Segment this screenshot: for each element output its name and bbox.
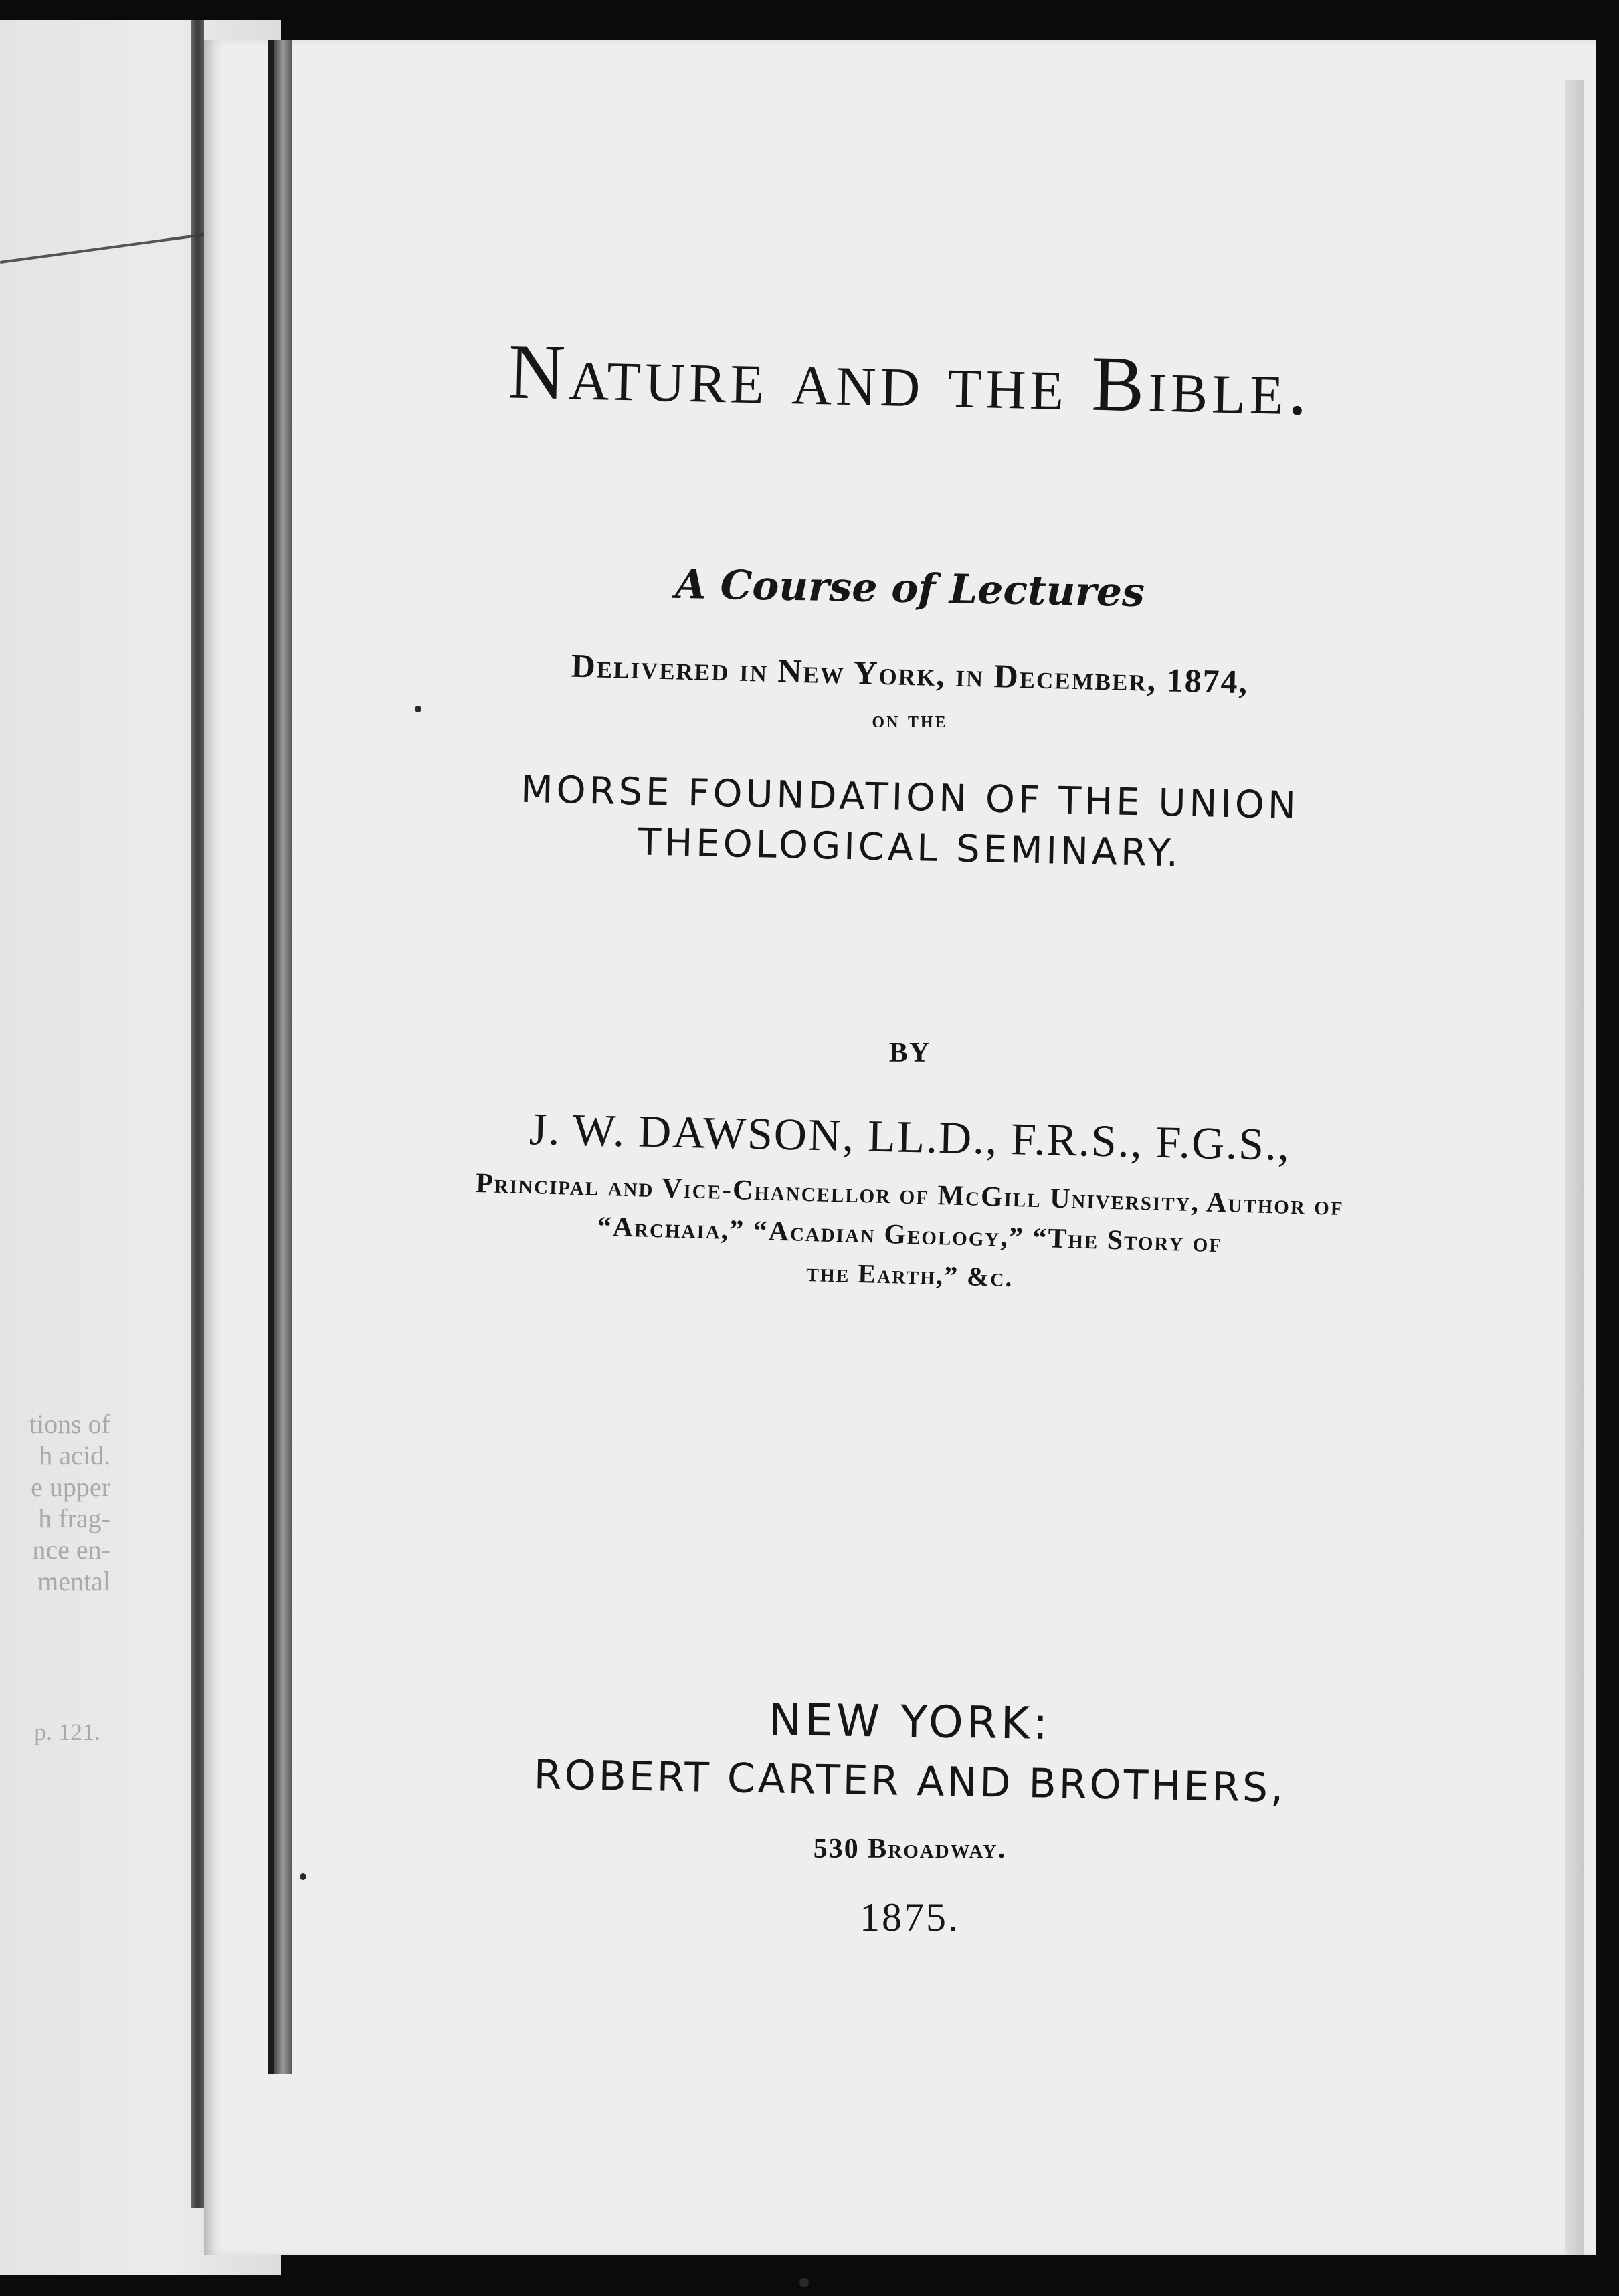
foundation-line-2: THEOLOGICAL SEMINARY. — [638, 820, 1182, 876]
author-credentials-line-2: “Archaia,” “Acadian Geology,” “The Story of — [597, 1211, 1223, 1259]
publisher-address: 530 Broadway. — [813, 1834, 1007, 1864]
author-credentials-line-1: Principal and Vice-Chancellor of McGill University, Author of — [475, 1168, 1345, 1222]
binding-gutter — [268, 40, 274, 2074]
fragment-line: h acid. — [39, 1440, 110, 1470]
fragment-line: nce en- — [32, 1535, 110, 1565]
fragment-line: mental — [37, 1566, 110, 1596]
page-edge — [1565, 80, 1584, 2255]
author-name: J. W. DAWSON, LL.D., F.R.S., F.G.S., — [529, 1103, 1291, 1170]
fragment-line: tions of — [29, 1409, 110, 1439]
delivery-note: Delivered in New York, in December, 1874, — [571, 646, 1249, 701]
paper-speck — [415, 706, 421, 712]
publication-city: NEW YORK: — [768, 1694, 1052, 1749]
foundation-line-1: MORSE FOUNDATION OF THE UNION — [520, 767, 1300, 828]
author-credentials-line-3: the Earth,” &c. — [805, 1256, 1014, 1293]
publisher-name: ROBERT CARTER AND BROTHERS, — [533, 1751, 1287, 1812]
left-page-reference: p. 121. — [34, 1719, 100, 1745]
by-text: BY — [888, 1038, 931, 1068]
on-the-text: on the — [872, 708, 948, 733]
fragment-line: e upper — [31, 1472, 110, 1502]
fragment-line: h frag- — [38, 1503, 110, 1533]
book-title: Nature and the Bible. — [507, 327, 1313, 432]
left-page-edge — [191, 20, 204, 2208]
paper-speck — [799, 2278, 809, 2287]
binding-spine — [274, 40, 292, 2074]
book-subtitle: A Course of Lectures — [674, 561, 1145, 617]
paper-speck — [300, 1873, 306, 1880]
left-page-fragment — [0, 1408, 110, 1597]
publication-year: 1875. — [860, 1895, 960, 1939]
